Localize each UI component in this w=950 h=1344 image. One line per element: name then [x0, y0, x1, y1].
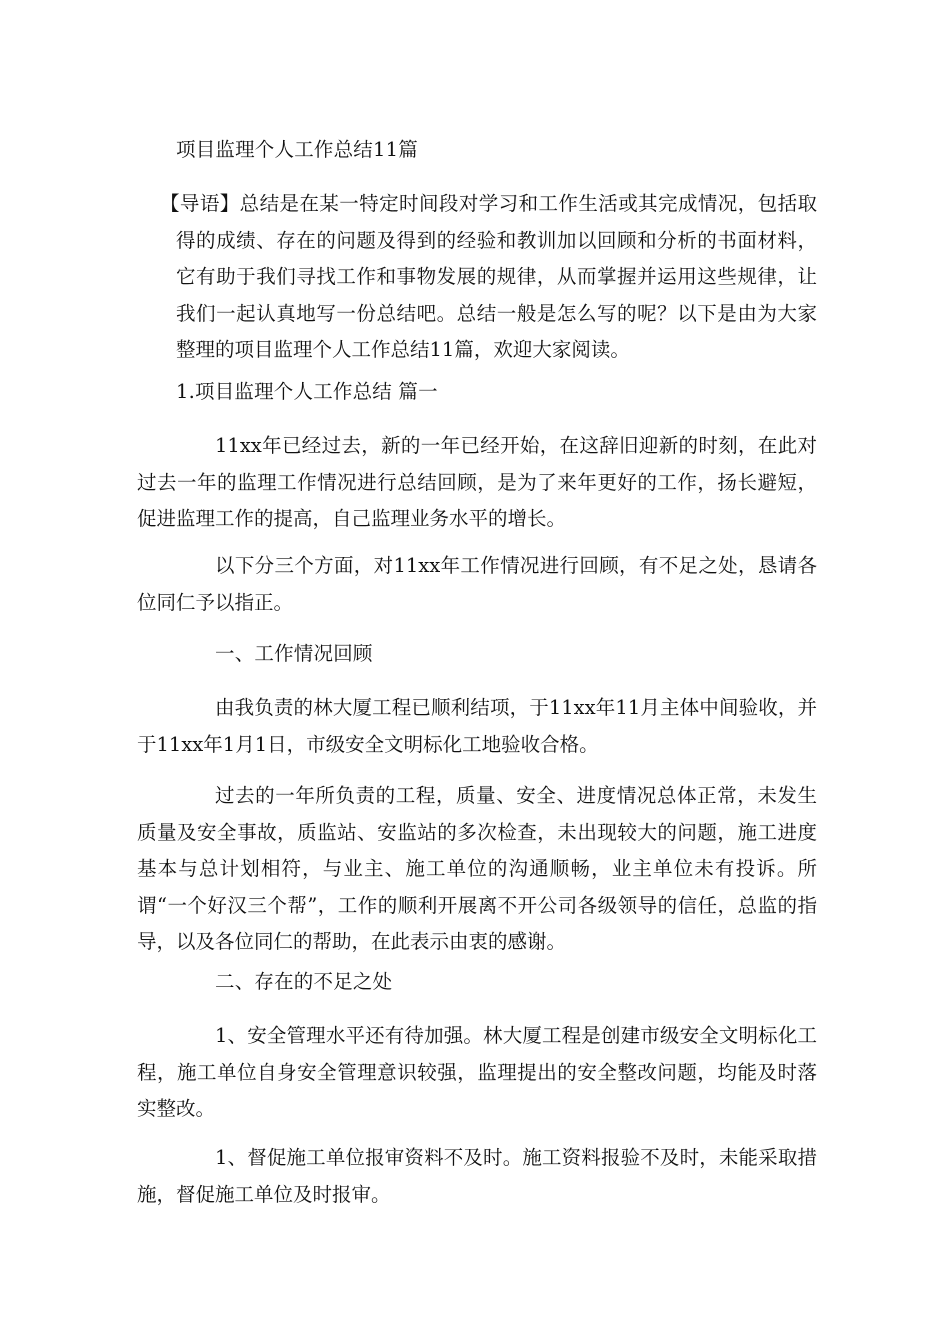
paragraph-4: 过去的一年所负责的工程，质量、安全、进度情况总体正常，未发生质量及安全事故，质监站、安监站的多次检查，未出现较大的问题，施工进度基本与总计划相符，与业主、施工单位的沟通顺畅，业主单位未有投诉。所谓“一个好汉三个帮”，工作的顺利开展离不开公司各级领导的信任，总监的指导，以及各位同仁的帮助，在此表示由衷的感谢。: [137, 784, 817, 953]
paragraph-6: 1、督促施工单位报审资料不及时。施工资料报验不及时，未能采取措施，督促施工单位及时报审。: [137, 1146, 817, 1206]
paragraph-5: 1、安全管理水平还有待加强。林大厦工程是创建市级安全文明标化工程，施工单位自身安全管理意识较强，监理提出的安全整改问题，均能及时落实整改。: [137, 1024, 817, 1120]
part-heading-1: 一、工作情况回顾: [215, 642, 373, 665]
document-title: 项目监理个人工作总结11篇: [176, 138, 418, 161]
intro-paragraph: 【导语】总结是在某一特定时间段对学习和工作生活或其完成情况，包括取得的成绩、存在的问题及得到的经验和教训加以回顾和分析的书面材料，它有助于我们寻找工作和事物发展的规律，从而掌握并运用这些规律，让我们一起认真地写一份总结吧。总结一般是怎么写的呢？以下是由为大家整理的项目监理个人工作总结11篇，欢迎大家阅读。: [160, 192, 817, 361]
paragraph-3: 由我负责的林大厦工程已顺利结项，于11xx年11月主体中间验收，并于11xx年1月1日，市级安全文明标化工地验收合格。: [137, 696, 817, 756]
section-heading-1: 1.项目监理个人工作总结 篇一: [176, 380, 438, 403]
paragraph-2: 以下分三个方面，对11xx年工作情况进行回顾，有不足之处，恳请各位同仁予以指正。: [137, 554, 817, 614]
paragraph-1: 11xx年已经过去，新的一年已经开始，在这辞旧迎新的时刻，在此对过去一年的监理工作情况进行总结回顾，是为了来年更好的工作，扬长避短，促进监理工作的提高，自己监理业务水平的增长。: [137, 434, 817, 530]
part-heading-2: 二、存在的不足之处: [215, 970, 393, 993]
